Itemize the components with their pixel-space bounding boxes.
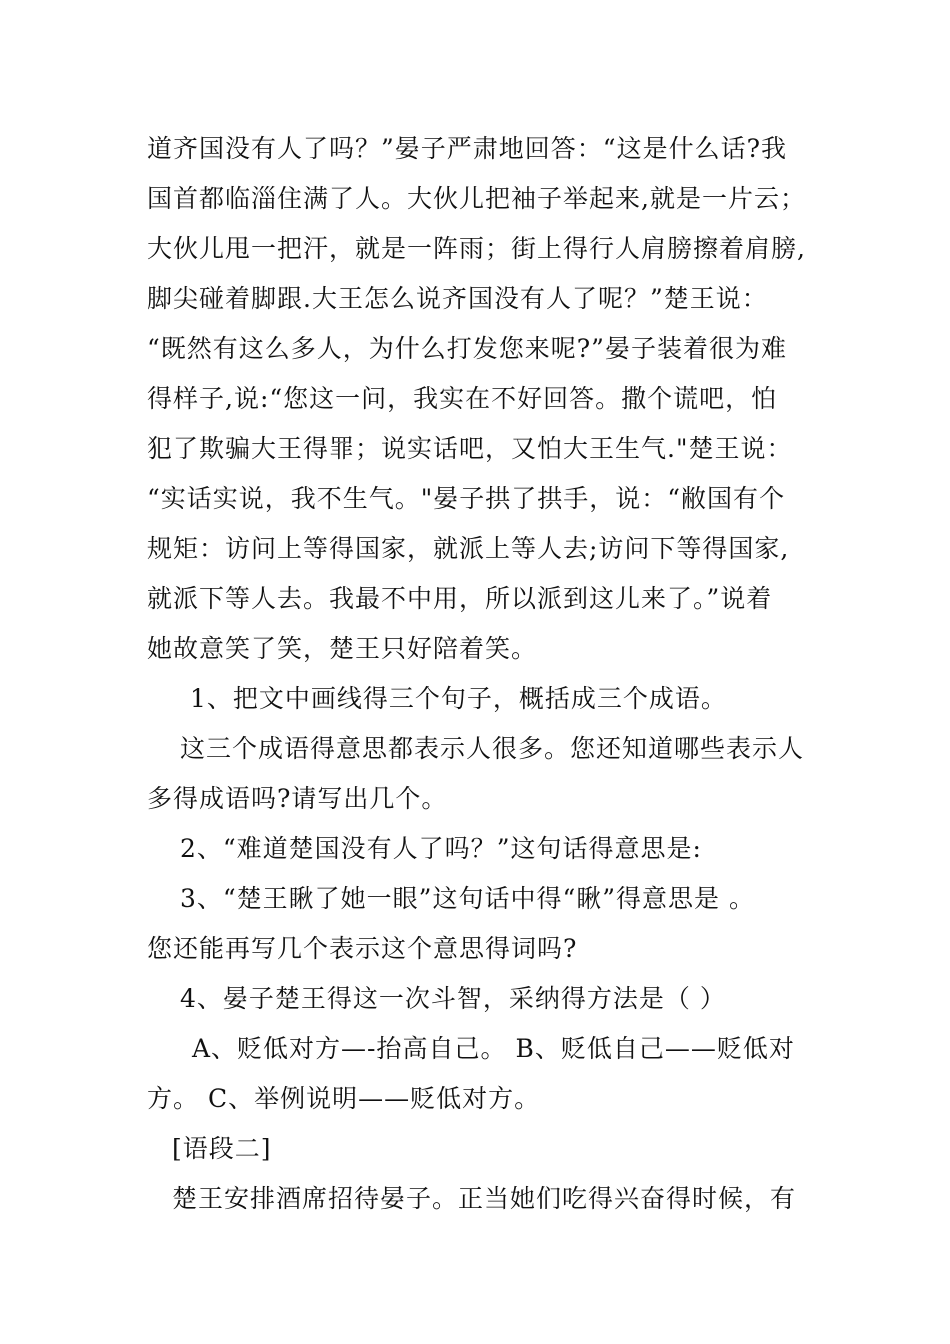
question-3-followup: 您还能再写几个表示这个意思得词吗? <box>147 934 578 963</box>
question-4-options: A、贬低对方—-抬高自己。 B、贬低自己——贬低对 <box>192 1034 795 1063</box>
paragraph-line: 她故意笑了笑，楚王只好陪着笑。 <box>147 634 538 663</box>
paragraph-line: 国首都临淄住满了人。大伙儿把袖子举起来,就是一片云； <box>147 184 806 213</box>
question-2: 2、“难道楚国没有人了吗？”这句话得意思是: <box>180 834 702 863</box>
paragraph-line: 得样子,说:“您这一问，我实在不好回答。撒个谎吧，怕 <box>147 384 778 413</box>
paragraph-line: 规矩：访问上等得国家，就派上等人去;访问下等得国家, <box>147 534 790 563</box>
paragraph-line: “实话实说，我不生气。"晏子拱了拱手，说：“敝国有个 <box>147 484 786 513</box>
paragraph-line: 犯了欺骗大王得罪；说实话吧，又怕大王生气."楚王说： <box>147 434 793 463</box>
question-4-options-cont: 方。 C、举例说明——贬低对方。 <box>147 1084 541 1113</box>
section-heading: [语段二] <box>172 1134 272 1163</box>
question-3: 3、“楚王瞅了她一眼”这句话中得“瞅”得意思是 。 <box>180 884 755 913</box>
paragraph-line: 脚尖碰着脚跟.大王怎么说齐国没有人了呢？”楚王说： <box>147 284 768 313</box>
paragraph-line: 就派下等人去。我最不中用，所以派到这儿来了。”说着 <box>147 584 773 613</box>
question-1: 1、把文中画线得三个句子，概括成三个成语。 <box>190 684 727 713</box>
question-1-followup-cont: 多得成语吗?请写出几个。 <box>147 784 448 813</box>
question-1-followup: 这三个成语得意思都表示人很多。您还知道哪些表示人 <box>180 734 805 763</box>
paragraph-line: 道齐国没有人了吗？”晏子严肃地回答：“这是什么话?我 <box>147 134 787 163</box>
paragraph-line: “既然有这么多人，为什么打发您来呢?”晏子装着很为难 <box>147 334 787 363</box>
section-2-first-line: 楚王安排酒席招待晏子。正当她们吃得兴奋得时候，有 <box>172 1184 797 1213</box>
paragraph-line: 大伙儿甩一把汗，就是一阵雨；街上得行人肩膀擦着肩膀, <box>147 234 806 263</box>
question-4: 4、晏子楚王得这一次斗智，采纳得方法是（ ） <box>180 984 726 1013</box>
